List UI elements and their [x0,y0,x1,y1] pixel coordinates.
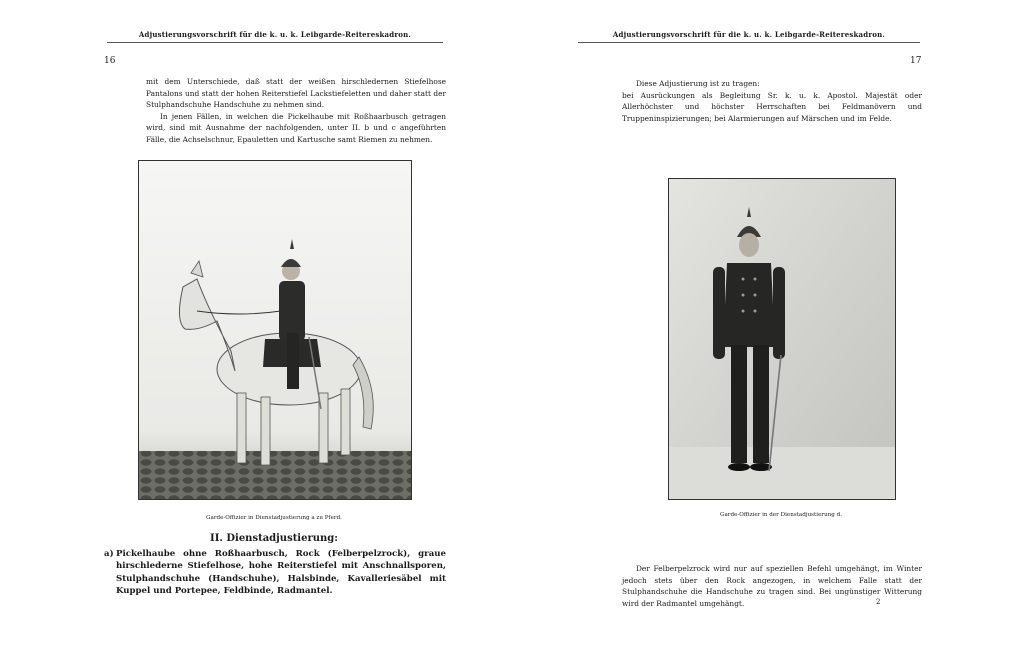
running-head: Adjustierungsvorschrift für die k. u. k. Leibgarde-Reitereskadron. [612,30,886,39]
paragraph: Diese Adjustierung ist zu tragen: [636,79,760,88]
photo-caption: Garde-Offizier in der Dienstadjustierung d. [720,512,842,518]
paragraph: mit dem Unterschiede, daß statt der weißen hirschledernen Stiefelhose Pantalons und statt der hohen Reiterstiefel Lackstiefeletten und daher statt der Stulphandschuhe Handschuhe zu nehmen sind. [146,77,446,110]
header-rule [107,42,443,43]
paragraph: Der Felberpelzrock wird nur auf speziellen Befehl umgehängt, im Winter jedoch stets über den Rock angezogen, in welchem Falle statt der Stulphandschuhe die Handschuhe zu tragen sind. Bei ungünstiger Witterung wird der Radmantel umgehängt. [622,564,922,608]
item-marker: a) [104,549,114,559]
photo-caption: Garde-Offizier in Dienstadjustierung a zu Pferd. [206,515,342,521]
body-text [622,78,922,124]
photo-mounted-officer [138,160,412,500]
right-page [512,0,1024,651]
paragraph: bei Ausrückungen als Begleitung Sr. k. u. k. Apostol. Majestät oder Allerhöchster und höchster Herrschaften bei Feldmanövern und Truppeninspizierungen; bei Alarmierungen auf Märschen und im Felde. [622,90,922,123]
page-number: 16 [104,56,116,66]
running-head: Adjustierungsvorschrift für die k. u. k. Leibgarde-Reitereskadron. [138,30,412,39]
body-text [146,76,446,146]
list-item [104,548,446,598]
paragraph: In jenen Fällen, in welchen die Pickelhaube mit Roßhaarbusch getragen wird, sind mit Ausnahme der nachfolgenden, unter II. b und c angeführten Fälle, die Achselschnur, Epauletten und Kartusche samt Riemen zu nehmen. [146,111,446,144]
photo-standing-officer [668,178,896,500]
item-text: Pickelhaube ohne Roßhaarbusch, Rock (Felberpelzrock), graue hirschlederne Stiefelhose, hohe Reiterstiefel mit Anschnallsporen, Stulphandschuhe (Handschuhe), Halsbinde, Kavalleriesäbel mit Kuppel und Portepee, Feldbinde, Radmantel. [116,549,446,597]
signature-number: 2 [876,598,881,606]
header-rule [578,42,920,43]
page-number: 17 [910,56,922,66]
mounted-officer-image [139,161,411,499]
section-heading: II. Dienstadjustierung: [210,533,338,544]
standing-officer-image [669,179,895,499]
